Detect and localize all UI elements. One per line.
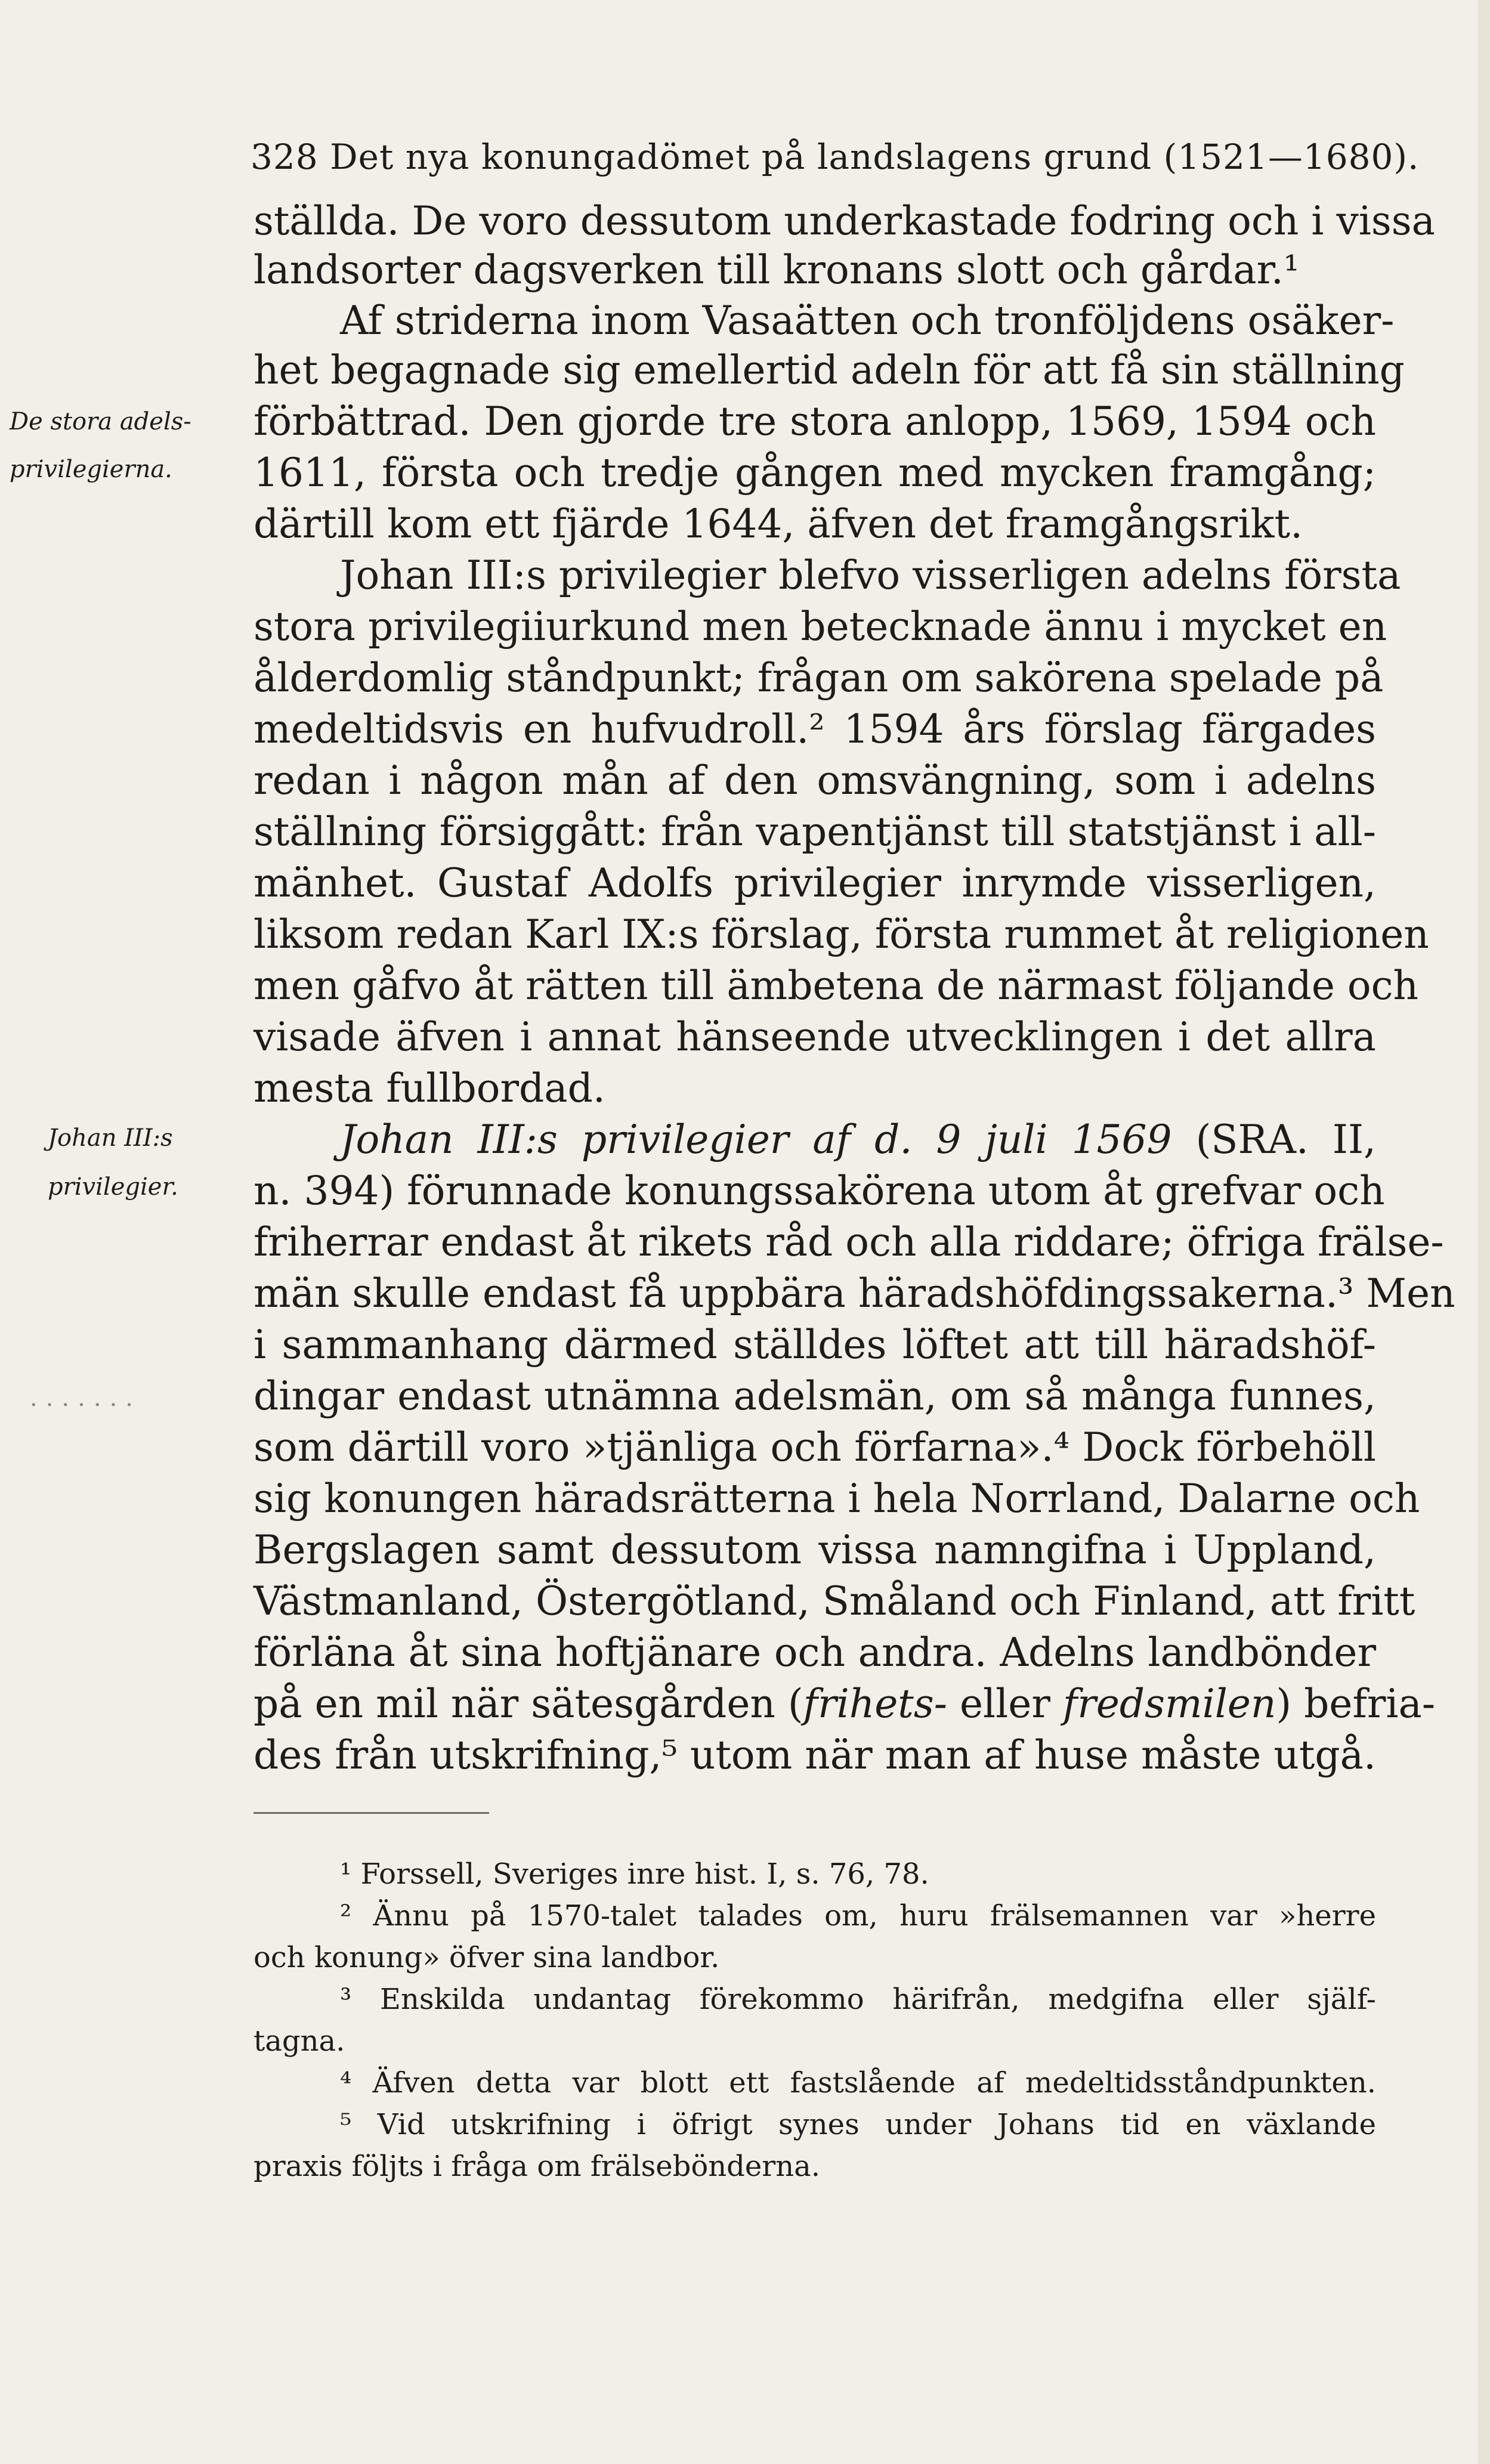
margin-note-johan-2: privilegier. [48, 1173, 178, 1201]
body-line: mänhet. Gustaf Adolfs privilegier inrymde visserligen, [254, 860, 1376, 906]
footnote-1: ¹ Forssell, Sveriges inre hist. I, s. 76, 78. [340, 1857, 929, 1891]
body-line-johan-title [254, 1115, 1376, 1164]
body-line: des från utskrifning,⁵ utom när man af huse måste utgå. [254, 1732, 1376, 1778]
footnote-4: ⁴ Äfven detta var blott ett fastslående af medeltidsståndpunkten. [340, 2066, 1376, 2100]
body-line: Västmanland, Östergötland, Småland och Finland, att fritt [254, 1578, 1415, 1624]
body-line: förbättrad. Den gjorde tre stora anlopp, 1569, 1594 och [254, 398, 1376, 444]
body-line: Bergslagen samt dessutom vissa namngifna i Uppland, [254, 1527, 1376, 1573]
body-line: het begagnade sig emellertid adeln för att få sin ställning [254, 347, 1405, 393]
body-line: 1611, första och tredje gången med mycken framgång; [254, 450, 1376, 496]
italic-fredsmilen: fredsmilen [1062, 1681, 1276, 1727]
body-line: Johan III:s privilegier blefvo visserligen adelns första [340, 552, 1401, 598]
margin-note-privileges-2: privilegierna. [10, 456, 172, 483]
body-line: stora privilegiiurkund men betecknade ännu i mycket en [254, 604, 1387, 650]
body-line: men gåfvo åt rätten till ämbetena de närmast följande och [254, 963, 1419, 1009]
body-line: mesta fullbordad. [254, 1065, 605, 1111]
running-head: 328 Det nya konungadömet på landslagens grund (1521—1680). [251, 137, 1420, 177]
body-line: i sammanhang därmed ställdes löftet att till häradshöf- [254, 1322, 1376, 1368]
footnote-5: ⁵ Vid utskrifning i öfrigt synes under Johans tid en växlande [340, 2108, 1376, 2141]
page-edge [1478, 0, 1490, 2464]
footnote-2-cont: och konung» öfver sina landbor. [254, 1941, 720, 1974]
margin-note-johan-1: Johan III:s [48, 1124, 173, 1152]
body-line: sig konungen häradsrätterna i hela Norrland, Dalarne och [254, 1476, 1420, 1522]
body-line: Af striderna inom Vasaätten och tronföljdens osäker- [340, 298, 1395, 344]
body-line: dingar endast utnämna adelsmän, om så många funnes, [254, 1373, 1376, 1419]
body-line: ålderdomlig ståndpunkt; frågan om sakörena spelade på [254, 655, 1384, 701]
body-line: därtill kom ett fjärde 1644, äfven det framgångsrikt. [254, 501, 1303, 547]
body-line: friherrar endast åt rikets råd och alla riddare; öfriga frälse- [254, 1219, 1444, 1265]
body-line: medeltidsvis en hufvudroll.² 1594 års förslag färgades [254, 706, 1376, 752]
body-line: ställda. De voro dessutom underkastade fodring och i vissa [254, 198, 1435, 244]
bleed-through-dots: ······· [30, 1392, 142, 1419]
body-line: landsorter dagsverken till kronans slott och gårdar.¹ [254, 247, 1300, 293]
body-line: visade äfven i annat hänseende utvecklingen i det allra [254, 1014, 1376, 1060]
body-line: n. 394) förunnade konungssakörena utom åt grefvar och [254, 1168, 1385, 1214]
body-line-frihets: på en mil när sätesgården (frihets- eller fredsmilen) befria- [254, 1681, 1436, 1727]
body-line: redan i någon mån af den omsvängning, som i adelns [254, 758, 1376, 803]
footnote-2: ² Ännu på 1570-talet talades om, huru frälsemannen var »herre [340, 1899, 1376, 1933]
footnote-3: ³ Enskilda undantag förekommo härifrån, medgifna eller själf- [340, 1983, 1376, 2016]
body-line: liksom redan Karl IX:s förslag, första rummet åt religionen [254, 911, 1429, 957]
italic-frihets: frihets- [803, 1681, 948, 1727]
footnote-rule [254, 1812, 489, 1814]
body-line: som därtill voro »tjänliga och förfarna».⁴ Dock förbehöll [254, 1424, 1376, 1470]
body-line: män skulle endast få uppbära häradshöfdingssakerna.³ Men [254, 1270, 1455, 1316]
margin-note-privileges-1: De stora adels- [10, 408, 191, 435]
italic-title: Johan III:s privilegier af d. 9 juli 1569 [340, 1117, 1172, 1163]
body-line: ställning försiggått: från vapentjänst till statstjänst i all- [254, 809, 1376, 855]
footnote-3-cont: tagna. [254, 2024, 345, 2058]
footnote-5-cont: praxis följts i fråga om frälsebönderna. [254, 2150, 821, 2183]
source-ref: (SRA. II, [1195, 1117, 1376, 1163]
body-line: förläna åt sina hoftjänare och andra. Adelns landbönder [254, 1630, 1376, 1675]
